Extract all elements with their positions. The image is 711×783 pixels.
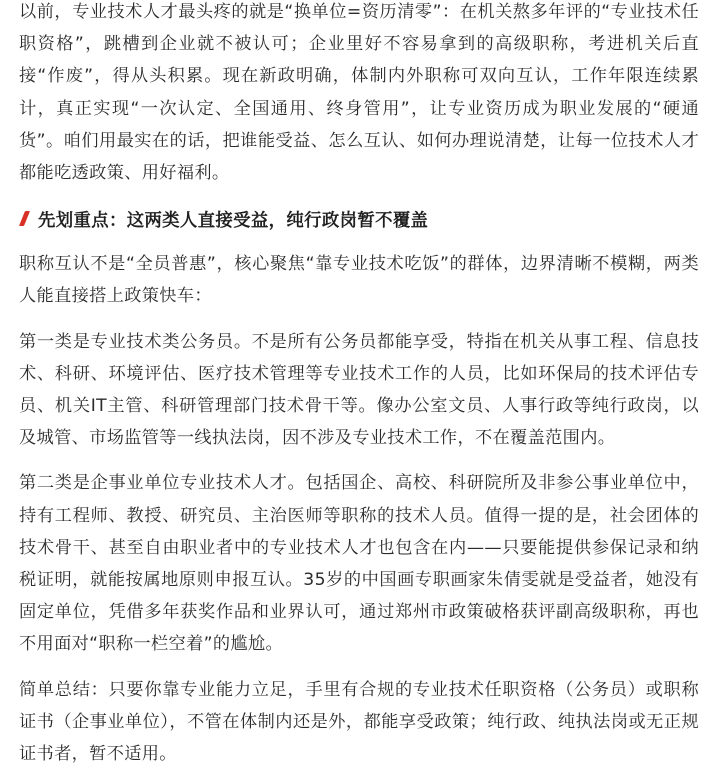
- red-slash-marker-icon: [19, 211, 30, 226]
- summary-paragraph: 简单总结：只要你靠专业能力立足，手里有合规的专业技术任职资格（公务员）或职称证书（企事业单位），不管在体制内还是外，都能享受政策；纯行政、纯执法岗或无正规证书者，暂不适用。: [19, 679, 699, 765]
- section-heading: [19, 202, 699, 234]
- section-heading-text: 先划重点：这两类人直接受益，纯行政岗暂不覆盖: [38, 210, 429, 231]
- intro-paragraph: 以前，专业技术人才最头疼的就是“换单位=资历清零”：在机关熬多年评的“专业技术任职资格”，跳槽到企业就不被认可；企业里好不容易拿到的高级职称，考进机关后直接“作废”，得从头积累。现在新政明确，体制内外职称可双向互认，工作年限连续累计，真正实现“一次认定、全国通用、终身管用”，让专业资历成为职业发展的“硬通货”。咱们用最实在的话，把谁能受益、怎么互认、如何办理说清楚，让每一位技术人才都能吃透政策、用好福利。: [19, 2, 699, 184]
- article-body: [19, 0, 699, 783]
- scope-paragraph: 职称互认不是“全员普惠”，核心聚焦“靠专业技术吃饭”的群体，边界清晰不模糊，两类人能直接搭上政策快车：: [19, 254, 699, 307]
- category-two-paragraph: 第二类是企事业单位专业技术人才。包括国企、高校、科研院所及非参公事业单位中，持有工程师、教授、研究员、主治医师等职称的技术人员。值得一提的是，社会团体的技术骨干、甚至自由职业者中的专业技术人才也包含在内——只要能提供参保记录和纳税证明，就能按属地原则申报互认。35岁的中国画专职画家朱倩雯就是受益者，她没有固定单位，凭借多年获奖作品和业界认可，通过郑州市政策破格获评副高级职称，再也不用面对“职称一栏空着”的尴尬。: [19, 473, 699, 655]
- category-one-paragraph: 第一类是专业技术类公务员。不是所有公务员都能享受，特指在机关从事工程、信息技术、科研、环境评估、医疗技术管理等专业技术工作的人员，比如环保局的技术评估专员、机关IT主管、科研管理部门技术骨干等。像办公室文员、人事行政等纯行政岗，以及城管、市场监管等一线执法岗，因不涉及专业技术工作，不在覆盖范围内。: [19, 331, 699, 449]
